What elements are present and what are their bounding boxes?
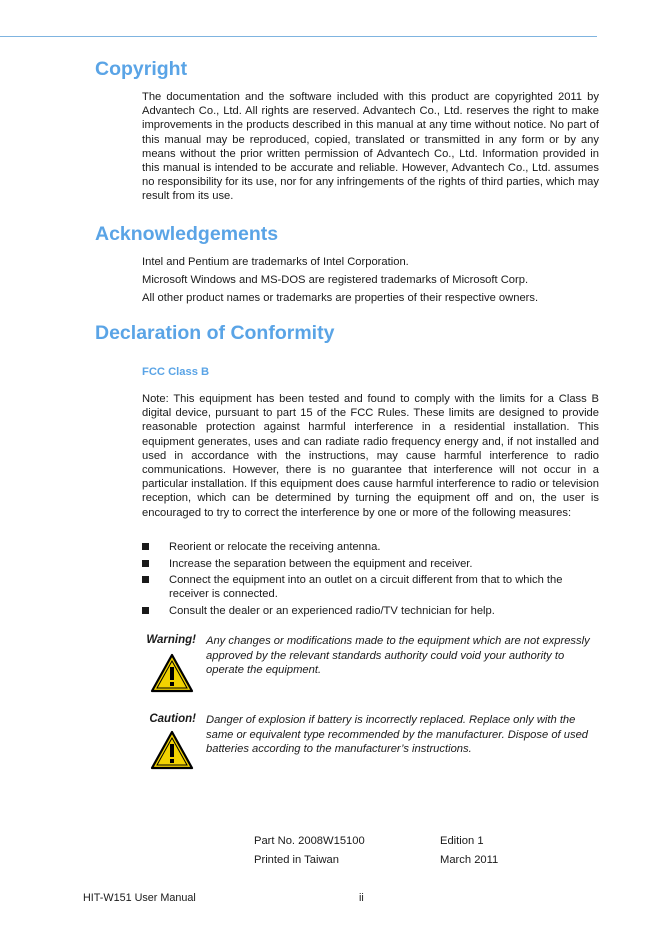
conformity-heading: Declaration of Conformity xyxy=(95,322,335,344)
square-bullet-icon xyxy=(142,560,149,567)
top-rule xyxy=(0,36,597,37)
acknowledgements-heading: Acknowledgements xyxy=(95,223,279,245)
fcc-note-body: Note: This equipment has been tested and found to comply with the limits for a Class B digital device, pursuant to part 15 of the FCC Rules. These limits are designed to provide reasonable protection against harmful interference in a residential installation. This equipment generates, uses and can radiate radio frequency energy and, if not installed and used in accordance with the instructions, may cause harmful interference to radio communications. However, there is no guarantee that interference will not occur in a particular installation. If this equipment does cause harmful interference to radio or television reception, which can be determined by turning the equipment off and on, the user is encouraged to try to correct the interference by one or more of the following measures: xyxy=(142,393,599,519)
footer-manual-title: HIT-W151 User Manual xyxy=(83,892,196,904)
footer-page-number: ii xyxy=(359,892,364,904)
measure-text: Connect the equipment into an outlet on a circuit different from that to which the receiver is connected. xyxy=(169,574,563,600)
acknowledgement-line: All other product names or trademarks are properties of their respective owners. xyxy=(142,292,539,304)
square-bullet-icon xyxy=(142,607,149,614)
caution-text: Danger of explosion if battery is incorrectly replaced. Replace only with the same or equivalent type recommended by the manufacturer. Dispose of used batteries according to the manufacturer’s instructions. xyxy=(206,714,589,755)
list-item xyxy=(142,604,599,618)
warning-triangle-icon xyxy=(150,653,194,693)
copyright-body: The documentation and the software included with this product are copyrighted 2011 by Advantech Co., Ltd. All rights are reserved. Advantech Co., Ltd. reserves the right to make improvements in the products described in this manual at any time without notice. No part of this manual may be reproduced, copied, translated or transmitted in any form or by any means without the prior written permission of Advantech Co., Ltd. Information provided in this manual is intended to be accurate and reliable. However, Advantech Co., Ltd. assumes no responsibility for its use, nor for any infringements of the rights of third parties, which may result from its use. xyxy=(142,91,599,203)
warning-text: Any changes or modifications made to the equipment which are not expressly approved by the relevant standards authority could void your authority to operate the equipment. xyxy=(206,635,590,676)
measure-text: Reorient or relocate the receiving antenna. xyxy=(169,541,381,553)
publication-date: March 2011 xyxy=(440,854,499,866)
fcc-class-subheading: FCC Class B xyxy=(142,366,210,378)
measure-text: Consult the dealer or an experienced radio/TV technician for help. xyxy=(169,604,495,617)
square-bullet-icon xyxy=(142,576,149,583)
part-number: Part No. 2008W15100 xyxy=(254,835,365,847)
list-item xyxy=(142,540,599,554)
caution-triangle-icon xyxy=(150,730,194,770)
acknowledgement-line: Microsoft Windows and MS-DOS are registered trademarks of Microsoft Corp. xyxy=(142,274,529,286)
square-bullet-icon xyxy=(142,543,149,550)
list-item xyxy=(142,557,599,571)
measure-text: Increase the separation between the equipment and receiver. xyxy=(169,557,473,570)
edition: Edition 1 xyxy=(440,835,484,847)
measures-list xyxy=(142,540,599,620)
acknowledgement-line: Intel and Pentium are trademarks of Intel Corporation. xyxy=(142,256,409,268)
copyright-heading: Copyright xyxy=(95,58,188,80)
caution-label: Caution! xyxy=(149,713,196,725)
warning-label: Warning! xyxy=(146,634,196,646)
printed-location: Printed in Taiwan xyxy=(254,854,339,866)
list-item xyxy=(142,573,599,601)
